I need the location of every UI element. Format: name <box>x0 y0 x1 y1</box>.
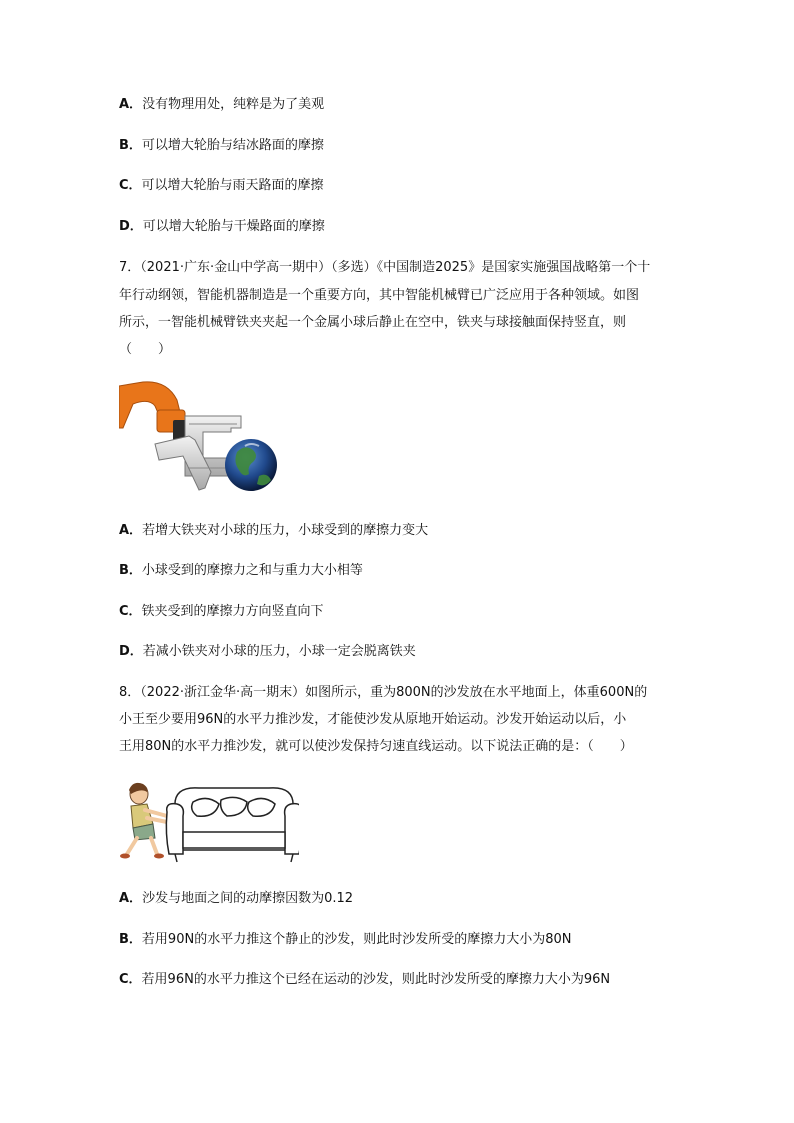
q8-option-c <box>119 971 610 989</box>
option-letter: B． <box>119 138 142 153</box>
option-text: 可以增大轮胎与干燥路面的摩擦 <box>142 219 325 234</box>
option-text: 小球受到的摩擦力之和与重力大小相等 <box>141 563 363 578</box>
option-letter: B． <box>119 932 142 947</box>
q6-option-b <box>119 137 324 155</box>
q8-stem-line-3: 王用80N的水平力推沙发，就可以使沙发保持匀速直线运动。以下说法正确的是：（ ） <box>119 739 633 754</box>
option-letter: C． <box>119 972 142 987</box>
option-text: 可以增大轮胎与结冰路面的摩擦 <box>141 138 324 153</box>
q7-option-d <box>119 643 416 661</box>
q8-stem-line-2: 小王至少要用96N的水平力推沙发，才能使沙发从原地开始运动。沙发开始运动以后，小 <box>119 712 627 727</box>
globe <box>225 439 277 491</box>
option-text: 若用96N的水平力推这个已经在运动的沙发，则此时沙发所受的摩擦力大小为96N <box>141 972 611 987</box>
option-text: 没有物理用处，纯粹是为了美观 <box>142 97 325 112</box>
q8-option-b <box>119 931 571 949</box>
q7-option-c <box>119 603 324 621</box>
q8-stem-line-1: 8．（2022·浙江金华·高一期末）如图所示，重为800N的沙发放在水平地面上，体重600N的 <box>119 685 648 700</box>
option-letter: B． <box>119 563 142 578</box>
option-text: 若增大铁夹对小球的压力，小球受到的摩擦力变大 <box>142 523 429 538</box>
q6-option-a <box>119 96 324 114</box>
option-letter: A． <box>119 97 143 112</box>
q8-option-a <box>119 890 353 908</box>
option-text: 铁夹受到的摩擦力方向竖直向下 <box>141 604 324 619</box>
option-letter: D． <box>119 644 143 659</box>
option-letter: C． <box>119 604 142 619</box>
q6-option-c <box>119 177 324 195</box>
option-text: 若减小铁夹对小球的压力，小球一定会脱离铁夹 <box>142 644 416 659</box>
q7-stem-line-4: （ ） <box>119 342 172 357</box>
option-text: 可以增大轮胎与雨天路面的摩擦 <box>141 178 324 193</box>
q7-option-b <box>119 562 363 580</box>
sofa <box>166 788 299 862</box>
sofa-push-figure <box>119 780 299 866</box>
robot-arm-figure <box>119 380 279 496</box>
option-letter: A． <box>119 523 143 538</box>
option-text: 沙发与地面之间的动摩擦因数为0.12 <box>142 891 354 906</box>
option-letter: D． <box>119 219 143 234</box>
option-letter: C． <box>119 178 142 193</box>
q6-option-d <box>119 218 325 236</box>
q7-stem-line-1: 7．（2021·广东·金山中学高一期中）（多选）《中国制造2025》是国家实施强国战略第一个十 <box>119 260 651 275</box>
option-text: 若用90N的水平力推这个静止的沙发，则此时沙发所受的摩擦力大小为80N <box>141 932 572 947</box>
q7-option-a <box>119 522 428 540</box>
q7-stem-line-2: 年行动纲领，智能机器制造是一个重要方向，其中智能机械臂已广泛应用于各种领域。如图 <box>119 288 640 303</box>
option-letter: A． <box>119 891 143 906</box>
boy-figure <box>120 783 167 859</box>
q7-stem-line-3: 所示，一智能机械臂铁夹夹起一个金属小球后静止在空中，铁夹与球接触面保持竖直，则 <box>119 315 627 330</box>
